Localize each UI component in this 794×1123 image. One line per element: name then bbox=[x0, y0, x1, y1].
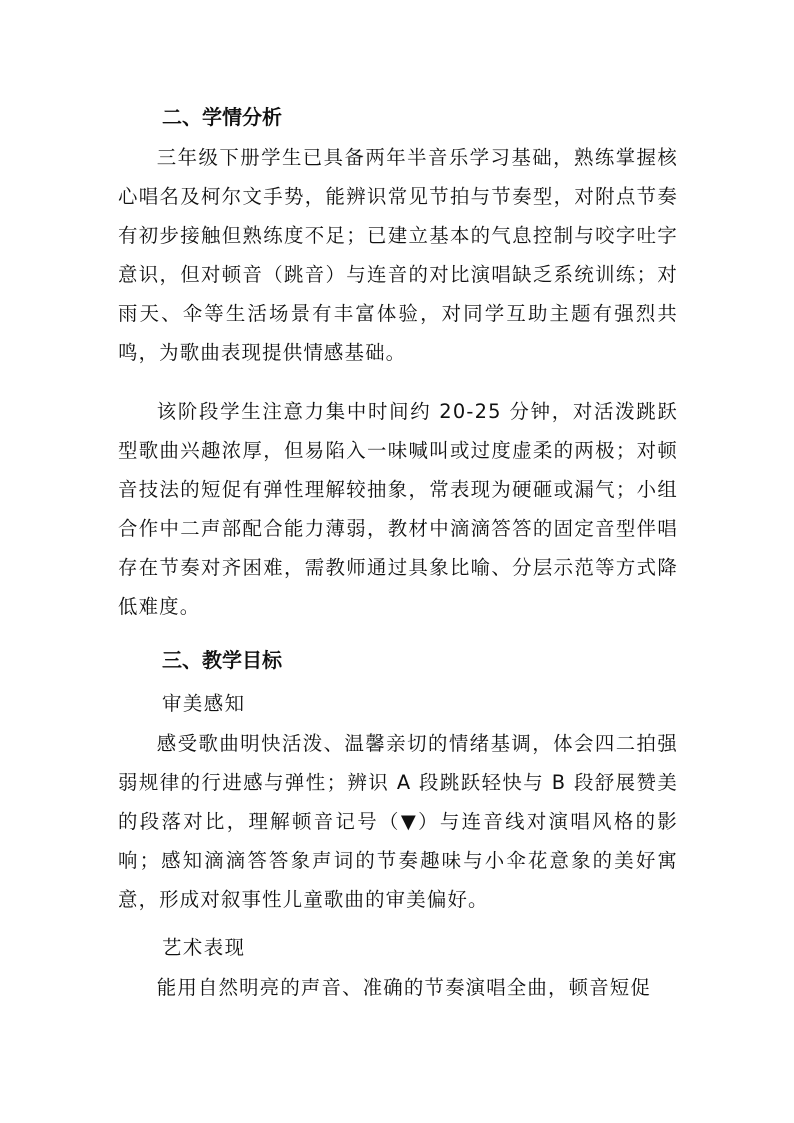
subheading-aesthetic-perception: 审美感知 bbox=[162, 692, 246, 715]
section-heading-teaching-goals: 三、教学目标 bbox=[162, 648, 282, 672]
paragraph-student-attention: 该阶段学生注意力集中时间约 20-25 分钟，对活泼跳跃型歌曲兴趣浓厚，但易陷入一味喊叫或过度虚柔的两极；对顿音技法的短促有弹性理解较抽象，常表现为硬砸或漏气；小组合作中二声部配合能力薄弱，教材中滴滴答答的固定音型伴唱存在节奏对齐困难，需教师通过具象比喻、分层示范等方式降低难度。 bbox=[118, 400, 678, 618]
section-heading-learning-analysis: 二、学情分析 bbox=[162, 105, 282, 129]
paragraph-aesthetic-perception: 感受歌曲明快活泼、温馨亲切的情绪基调，体会四二拍强弱规律的行进感与弹性；辨识 A 段跳跃轻快与 B 段舒展赞美的段落对比，理解顿音记号（▼）与连音线对演唱风格的影响；感知滴滴答答象声词的节奏趣味与小伞花意象的美好寓意，形成对叙事性儿童歌曲的审美偏好。 bbox=[118, 732, 678, 911]
subheading-artistic-expression: 艺术表现 bbox=[162, 936, 246, 959]
paragraph-student-foundation: 三年级下册学生已具备两年半音乐学习基础，熟练掌握核心唱名及柯尔文手势，能辨识常见节拍与节奏型，对附点节奏有初步接触但熟练度不足；已建立基本的气息控制与咬字吐字意识，但对顿音（跳音）与连音的对比演唱缺乏系统训练；对雨天、伞等生活场景有丰富体验，对同学互助主题有强烈共鸣，为歌曲表现提供情感基础。 bbox=[118, 146, 678, 364]
paragraph-artistic-expression: 能用自然明亮的声音、准确的节奏演唱全曲，顿音短促 bbox=[156, 976, 651, 999]
